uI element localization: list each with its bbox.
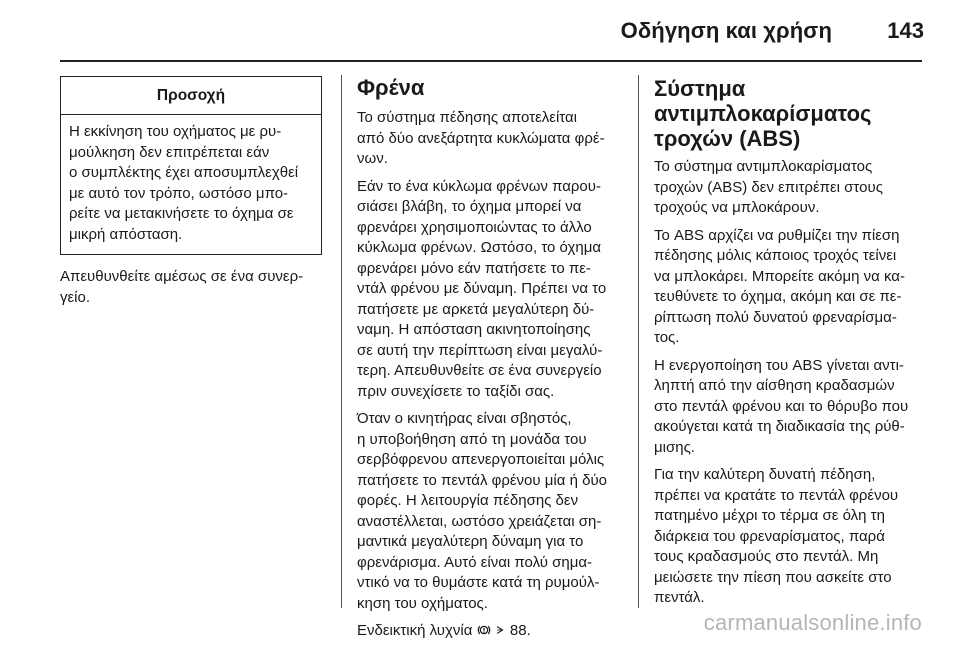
page-reference[interactable]: 88. (509, 622, 531, 639)
column-middle (357, 76, 622, 649)
column-left (60, 76, 322, 308)
column-divider-1 (341, 75, 342, 608)
brakes-paragraph-2: Εάν το ένα κύκλωμα φρένων παρου- σιάσει βλάβη, το όχημα μπορεί να φρενάρει χρησιμοποιώντας το άλλο κύκλωμα φρένων. Ωστόσο, το όχημα φρενάρει μόνο εάν πατήσετε το πε- ντάλ φρένου με δύναμη. Πρέπει να το πατήσετε με αρκετά μεγαλύτερη δύ- ναμη. Η απόσταση ακινητοποίησης σε αυτή την περίπτωση είναι μεγαλύ- τερη. Απευθυνθείτε σε ένα συνεργείο πριν συνεχίσετε το ταξίδι σας. (357, 177, 607, 400)
caution-text: Η εκκίνηση του οχήματος με ρυ- μούλκηση δεν επιτρέπεται εάν ο συμπλέκτης έχει αποσυμπλεχθεί με αυτό τον τρόπο, ωστόσο μπο- ρείτε να μετακινήσετε το όχημα σε μικρή απόσταση. (69, 123, 299, 243)
indicator-reference: Ενδεικτική λυχνία 88. (357, 622, 531, 639)
column-divider-2 (638, 75, 639, 608)
abs-paragraph-2: Το ABS αρχίζει να ρυθμίζει την πίεση πέδησης μόλις κάποιος τροχός τείνει να μπλοκάρει. Μπορείτε ακόμη να κα- τευθύνετε το όχημα, ακόμη και σε πε- ρίπτωση πολύ δυνατού φρεναρίσμα- τος. (654, 226, 905, 346)
abs-heading: Σύστημα αντιμπλοκαρίσματος τροχών (ABS) (654, 76, 872, 151)
abs-paragraph-4: Για την καλύτερη δυνατή πέδηση, πρέπει να κρατάτε το πεντάλ φρένου πατημένο μέχρι το τέρμα σε όλη τη διάρκεια του φρεναρίσματος, παρά τους κραδασμούς στο πεντάλ. Μη μειώσετε την πίεση που ασκείτε στο πεντάλ. (654, 466, 899, 606)
brakes-paragraph-3: Όταν ο κινητήρας είναι σβηστός, η υποβοήθηση από τη μονάδα του σερβόφρενου απενεργοποιείται μόλις πατήσετε το πεντάλ φρένου μία ή δύο φορές. Η λειτουργία πέδησης δεν αναστέλλεται, ωστόσο χρειάζεται ση- μαντικά μεγαλύτερη δύναμη για το φρενάρισμα. Αυτό είναι πολύ σημα- ντικό να το θυμάστε κατά τη ρυμούλ- κηση του οχήματος. (357, 410, 607, 612)
abs-paragraph-3: Η ενεργοποίηση του ABS γίνεται αντι- ληπτή από την αίσθηση κραδασμών στο πεντάλ φρένου και το θόρυβο που ακούγεται κατά τη διαδικασία της ρύθ- μισης. (654, 356, 909, 456)
column-right (654, 76, 924, 616)
caution-body (61, 115, 321, 254)
brake-warning-icon (477, 623, 491, 637)
brakes-paragraph-1: Το σύστημα πέδησης αποτελείται από δύο ανεξάρτητα κυκλώματα φρέ- νων. (357, 109, 605, 167)
brakes-heading: Φρένα (357, 75, 425, 100)
watermark: carmanualsonline.info (703, 610, 922, 635)
page-reference-arrow-icon[interactable] (495, 623, 506, 637)
workshop-note: Απευθυνθείτε αμέσως σε ένα συνερ- γείο. (60, 268, 304, 306)
section-title: Οδήγηση και χρήση (620, 18, 832, 43)
page-number: 143 (887, 18, 924, 43)
abs-paragraph-1: Το σύστημα αντιμπλοκαρίσματος τροχών (ABS) δεν επιτρέπει στους τροχούς να μπλοκάρουν. (654, 158, 883, 216)
header-divider (60, 60, 922, 62)
caution-box (60, 76, 322, 255)
caution-title: Προσοχή (61, 77, 321, 115)
